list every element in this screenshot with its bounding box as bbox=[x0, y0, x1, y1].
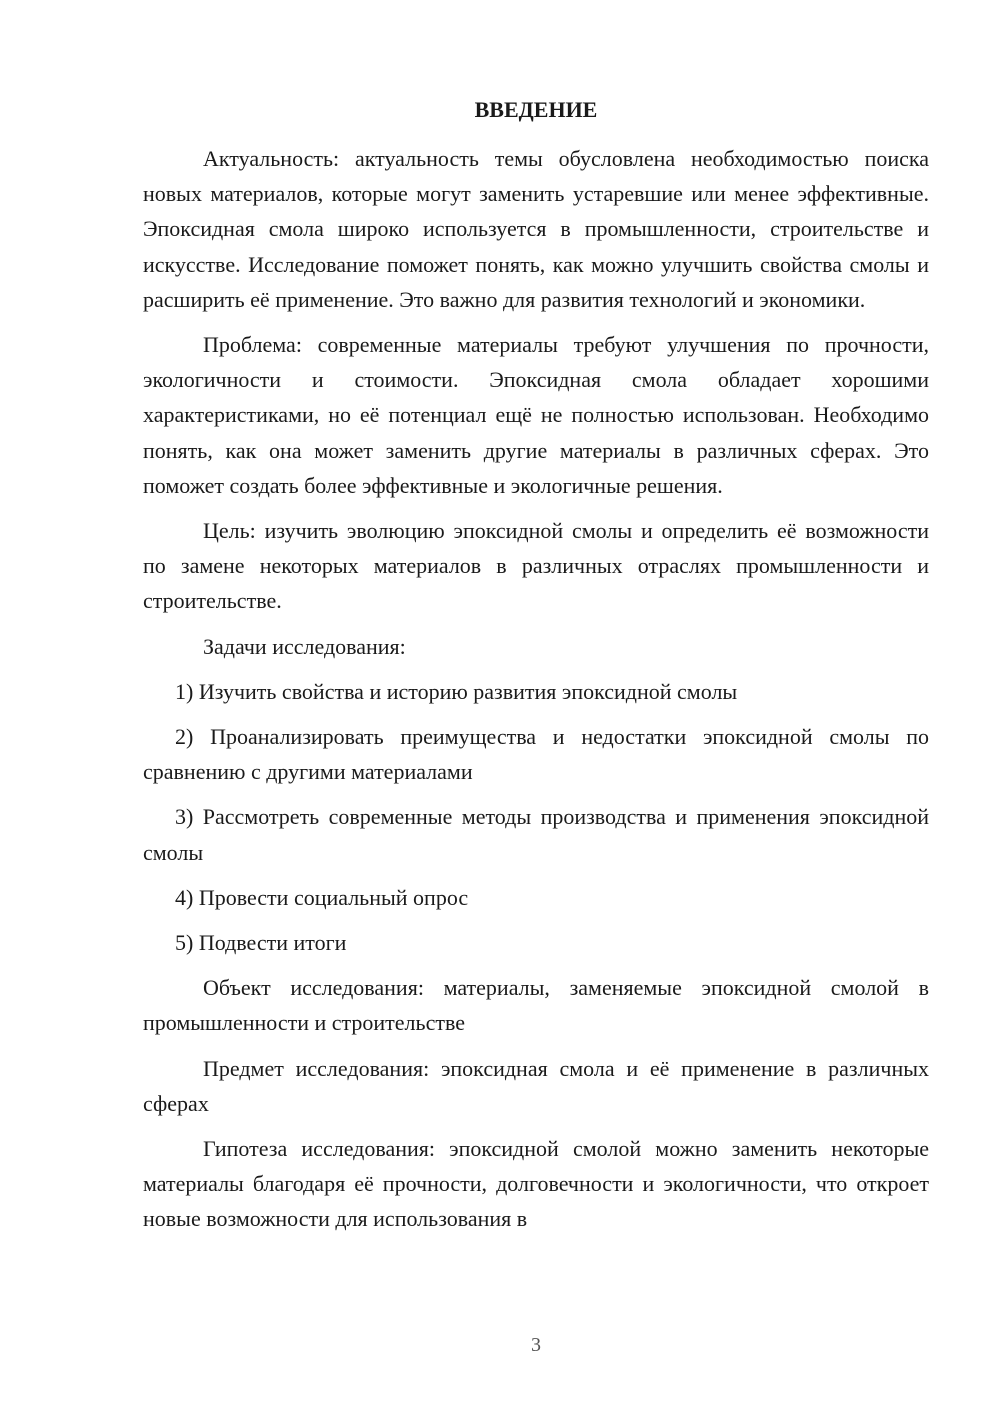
paragraph-hypothesis: Гипотеза исследования: эпоксидной смолой можно заменить некоторые материалы благодаря её прочности, долговечности и экологичности, что откроет новые возможности для использования в bbox=[143, 1136, 929, 1232]
page-content bbox=[143, 92, 929, 1247]
section-heading: ВВЕДЕНИЕ bbox=[474, 97, 598, 122]
task-item-3: 3) Рассмотреть современные методы производства и применения эпоксидной смолы bbox=[143, 804, 929, 865]
tasks-title: Задачи исследования: bbox=[203, 633, 406, 659]
task-item-5: 5) Подвести итоги bbox=[175, 930, 347, 956]
paragraph-goal: Цель: изучить эволюцию эпоксидной смолы и определить её возможности по замене некоторых материалов в различных отраслях промышленности и строительстве. bbox=[143, 518, 929, 614]
paragraph-subject: Предмет исследования: эпоксидная смола и её применение в различных сферах bbox=[143, 1055, 929, 1116]
paragraph-object: Объект исследования: материалы, заменяемые эпоксидной смолой в промышленности и строительстве bbox=[143, 975, 929, 1036]
task-item-2: 2) Проанализировать преимущества и недостатки эпоксидной смолы по сравнению с другими материалами bbox=[143, 724, 929, 785]
task-item-1: 1) Изучить свойства и историю развития эпоксидной смолы bbox=[175, 678, 738, 704]
task-item-4: 4) Провести социальный опрос bbox=[175, 884, 469, 910]
paragraph-relevance: Актуальность: актуальность темы обусловлена необходимостью поиска новых материалов, которые могут заменить устаревшие или менее эффективные. Эпоксидная смола широко используется в промышленности, строительстве и искусстве. Исследование поможет понять, как можно улучшить свойства смолы и расширить её применение. Это важно для развития технологий и экономики. bbox=[143, 146, 929, 312]
page-number: 3 bbox=[531, 1334, 541, 1356]
paragraph-problem: Проблема: современные материалы требуют улучшения по прочности, экологичности и стоимости. Эпоксидная смола обладает хорошими характеристиками, но её потенциал ещё не полностью использован. Необходимо понять, как она может заменить другие материалы в различных сферах. Это поможет создать более эффективные и экологичные решения. bbox=[143, 332, 929, 498]
